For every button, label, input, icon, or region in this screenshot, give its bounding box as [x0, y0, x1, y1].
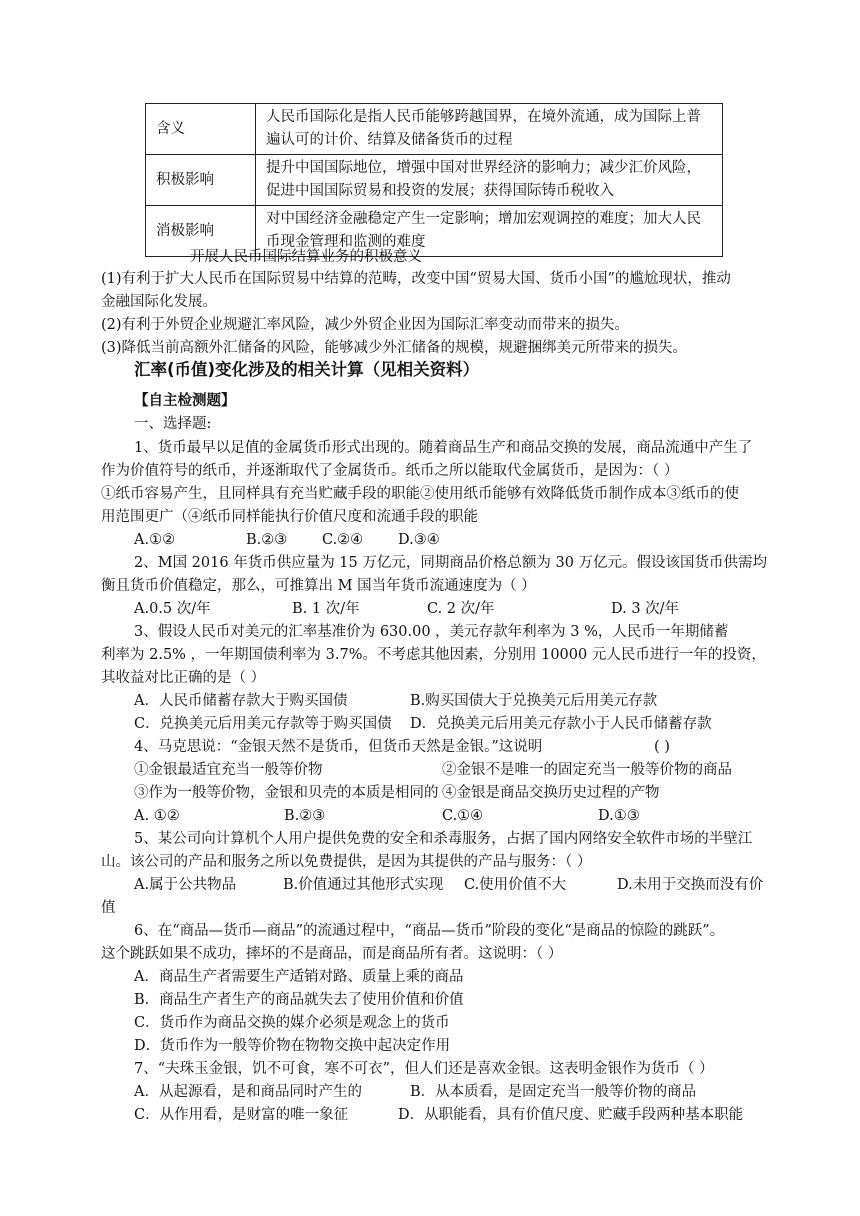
cell-line: 提升中国国际地位，增强中国对世界经济的影响力；减少汇价风险，	[266, 160, 701, 176]
statement: ①金银最适宜充当一般等价物	[134, 762, 323, 778]
option: D.①③	[598, 808, 640, 824]
option: D. 3 次/年	[611, 601, 680, 617]
option: C.②④	[322, 532, 364, 548]
cell-line: 对中国经济金融稳定产生一定影响；增加宏观调控的难度；加大人民	[266, 211, 701, 227]
question-line: 这个跳跃如果不成功，摔坏的不是商品，而是商品所有者。这说明：（ ）	[101, 946, 563, 962]
option: A.①②	[134, 532, 176, 548]
question-line: 值	[101, 900, 116, 916]
option: A．商品生产者需要生产适销对路、质量上乘的商品	[134, 969, 464, 985]
question-line: 用范围更广（④纸币同样能执行价值尺度和流通手段的职能	[101, 509, 478, 525]
option: A. ①②	[134, 808, 180, 824]
question-line: 2、M国 2016 年货币供应量为 15 万亿元，同期商品价格总额为 30 万亿元。假设该国货币供需均	[134, 555, 768, 571]
paragraph-line: (1)有利于扩大人民币在国际贸易中结算的范畴，改变中国“贸易大国、货币小国”的尴尬现状，推动	[101, 271, 731, 287]
option: D．从职能看，具有价值尺度、贮藏手段两种基本职能	[398, 1107, 744, 1123]
table-cell-value	[256, 104, 723, 155]
question-line: 山。该公司的产品和服务之所以免费提供，是因为其提供的产品与服务：（ ）	[101, 854, 592, 870]
option: C. 2 次/年	[427, 601, 495, 617]
option: C．从作用看，是财富的唯一象征	[134, 1107, 349, 1123]
paragraph-line: (3)降低当前高额外汇储备的风险，能够减少外汇储备的规模，规避捆绑美元所带来的损失。	[101, 340, 688, 356]
table-cell-key: 含义	[146, 104, 256, 155]
question-line: 衡且货币价值稳定，那么，可推算出 M 国当年货币流通速度为（ ）	[101, 578, 536, 594]
cell-line: 人民币国际化是指人民币能够跨越国界，在境外流通，成为国际上普	[266, 109, 701, 125]
option: C.①④	[442, 808, 484, 824]
option: A.属于公共物品	[134, 877, 237, 893]
option: D．兑换美元后用美元存款小于人民币储蓄存款	[410, 716, 712, 732]
cell-line: 促进中国国际贸易和投资的发展；获得国际铸币税收入	[266, 183, 614, 199]
option: D．货币作为一般等价物在物物交换中起决定作用	[134, 1038, 451, 1054]
paragraph-line: (2)有利于外贸企业规避汇率风险，减少外贸企业因为国际汇率变动而带来的损失。	[101, 317, 630, 333]
option: B．商品生产者生产的商品就失去了使用价值和价值	[134, 992, 464, 1008]
calc-heading: 汇率(币值)变化涉及的相关计算（见相关资料）	[134, 360, 480, 379]
answer-paren: ( )	[654, 739, 670, 755]
statement: ②金银不是唯一的固定充当一般等价物的商品	[442, 762, 732, 778]
question-line: ①纸币容易产生，且同样具有充当贮藏手段的职能②使用纸币能够有效降低货币制作成本③纸币的使	[101, 486, 739, 502]
rmb-internationalization-table	[145, 103, 723, 257]
question-line: 1、货币最早以足值的金属货币形式出现的。随着商品生产和商品交换的发展，商品流通中产生了	[134, 440, 753, 456]
option: C．兑换美元后用美元存款等于购买国债	[134, 716, 392, 732]
option: D.未用于交换而没有价	[617, 877, 764, 893]
table-row	[146, 155, 723, 206]
option: A．从起源看，是和商品同时产生的	[134, 1084, 362, 1100]
option: C.使用价值不大	[464, 877, 567, 893]
option: B．从本质看，是固定充当一般等价物的商品	[410, 1084, 697, 1100]
question-line: 利率为 2.5% ，一年期国债利率为 3.7%。不考虑其他因素，分别用 10000 元人民币进行一年的投资，	[101, 647, 766, 663]
question-line: 7、“夫珠玉金银，饥不可食，寒不可衣”，但人们还是喜欢金银。这表明金银作为货币（ ）	[134, 1061, 714, 1077]
option: B.购买国债大于兑换美元后用美元存款	[410, 693, 658, 709]
question-line: 其收益对比正确的是（ ）	[101, 670, 266, 686]
cell-line: 遍认可的计价、结算及储备货币的过程	[266, 132, 513, 148]
option: B.价值通过其他形式实现	[283, 877, 444, 893]
cell-line: 币现金管理和监测的难度	[266, 234, 426, 250]
option: C．货币作为商品交换的媒介必须是观念上的货币	[134, 1015, 450, 1031]
question-line: 作为价值符号的纸币，并逐渐取代了金属货币。纸币之所以能取代金属货币，是因为：（ ）	[101, 463, 679, 479]
option: B. 1 次/年	[292, 601, 360, 617]
table-row	[146, 104, 723, 155]
question-line: 6、在“商品—货币—商品”的流通过程中，“商品—货币”阶段的变化“是商品的惊险的跳跃”。	[134, 923, 725, 939]
table-cell-key: 消极影响	[146, 206, 256, 257]
question-line: 3、假设人民币对美元的汇率基准价为 630.00 ，美元存款年利率为 3 %，人民币一年期储蓄	[134, 624, 729, 640]
section-subtitle: 开展人民币国际结算业务的积极意义	[190, 249, 422, 265]
option: B.②③	[246, 532, 288, 548]
question-line: 5、某公司向计算机个人用户提供免费的安全和杀毒服务，占据了国内网络安全软件市场的半壁江	[134, 831, 753, 847]
question-line: 4、马克思说：“金银天然不是货币，但货币天然是金银。”这说明	[134, 739, 543, 755]
option: B.②③	[284, 808, 326, 824]
statement: ④金银是商品交换历史过程的产物	[442, 785, 660, 801]
table-cell-key: 积极影响	[146, 155, 256, 206]
self-test-heading: 【自主检测题】	[134, 392, 236, 409]
paragraph-line: 金融国际化发展。	[101, 294, 217, 310]
choice-heading: 一、选择题:	[134, 416, 212, 432]
option: A.0.5 次/年	[134, 601, 211, 617]
option: D.③④	[398, 532, 440, 548]
statement: ③作为一般等价物，金银和贝壳的本质是相同的	[134, 785, 439, 801]
table-cell-value	[256, 155, 723, 206]
option: A．人民币储蓄存款大于购买国债	[134, 693, 348, 709]
